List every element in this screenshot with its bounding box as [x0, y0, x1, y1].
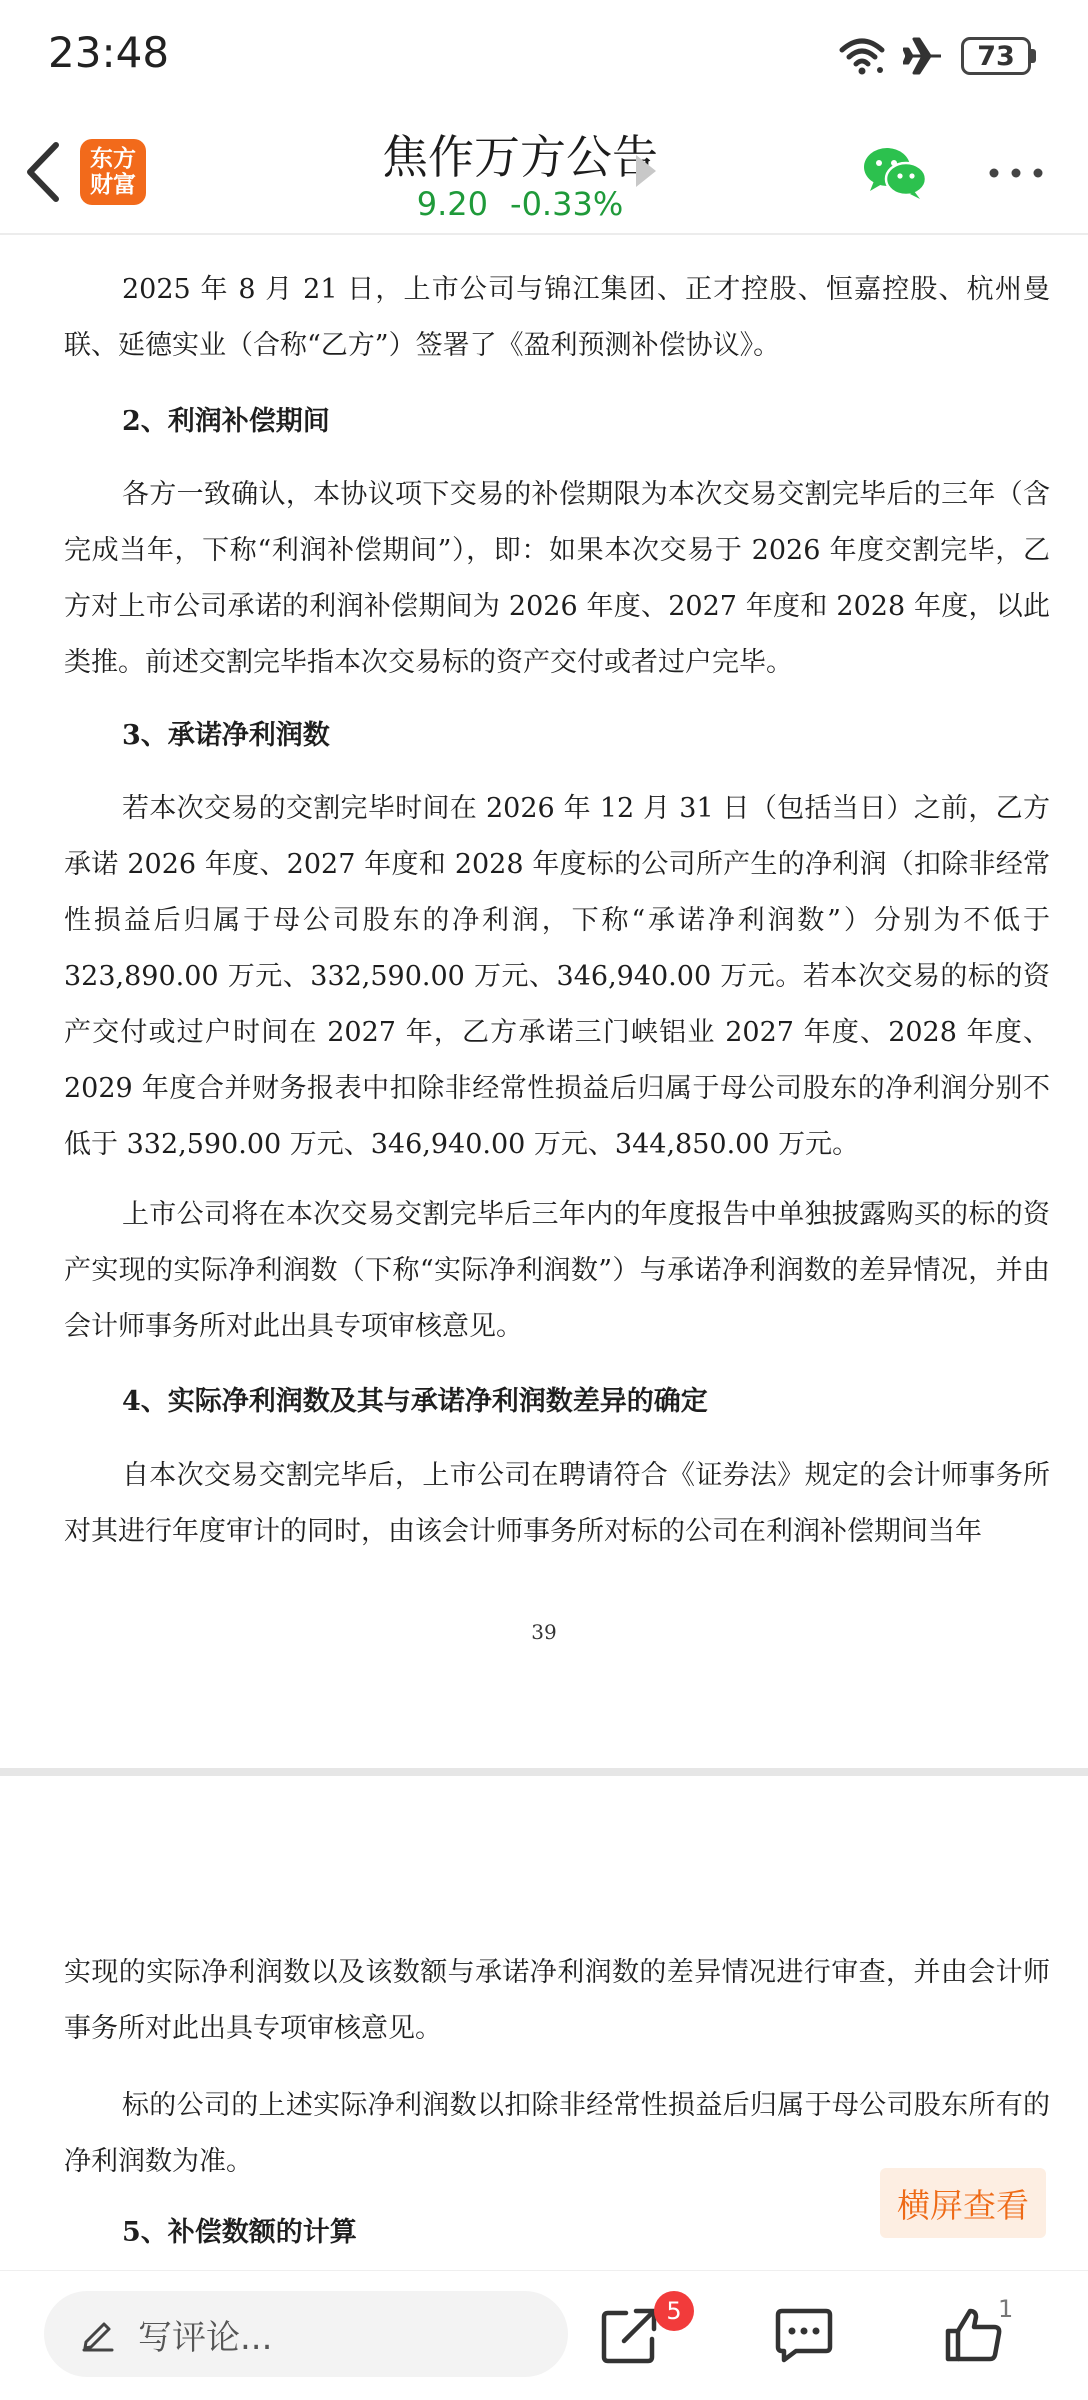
- paragraph-6: 实现的实际净利润数以及该数额与承诺净利润数的差异情况进行审查，并由会计师事务所对此出具专项审核意见。: [64, 1957, 1050, 2044]
- paragraph-1: 2025 年 8 月 21 日，上市公司与锦江集团、正才控股、恒嘉控股、杭州曼联、延德实业（合称“乙方”）签署了《盈利预测补偿协议》。: [64, 274, 1050, 361]
- heading-5: 5、补偿数额的计算: [122, 2217, 357, 2248]
- wechat-icon[interactable]: [862, 145, 928, 201]
- title-arrow-icon[interactable]: [636, 155, 656, 187]
- app-header: [0, 115, 1088, 235]
- comment-input[interactable]: [44, 2291, 568, 2377]
- like-count: 1: [998, 2295, 1014, 2323]
- heading-2: 2、利润补偿期间: [122, 406, 330, 437]
- battery-icon: [961, 37, 1036, 75]
- battery-level: 73: [961, 37, 1031, 75]
- status-bar: [0, 0, 1088, 115]
- status-time: 23:48: [48, 28, 170, 77]
- stock-change: -0.33%: [510, 185, 624, 223]
- more-icon[interactable]: [984, 157, 1048, 189]
- airplane-icon: [903, 36, 943, 76]
- share-count-badge: 5: [654, 2291, 694, 2331]
- paragraph-5: 自本次交易交割完毕后，上市公司在聘请符合《证券法》规定的会计师事务所对其进行年度审计的同时，由该会计师事务所对标的公司在利润补偿期间当年: [64, 1460, 1050, 1547]
- logo-line1: 东方: [90, 146, 136, 172]
- wifi-icon: [839, 36, 885, 76]
- page-divider: [0, 1768, 1088, 1776]
- share-icon[interactable]: [600, 2305, 660, 2365]
- paragraph-3: 若本次交易的交割完毕时间在 2026 年 12 月 31 日（包括当日）之前，乙方承诺 2026 年度、2027 年度和 2028 年度标的公司所产生的净利润（扣除非经常性损益后归属于母公司股东的净利润，下称“承诺净利润数”）分别为不低于 323,890.00 万元、332,590.00 万元、346,940.00 万元。若本次交易的标的资产交付或过户时间在 2027 年，乙方承诺三门峡铝业 2027 年度、2028 年度、2029 年度合并财务报表中扣除非经常性损益后归属于母公司股东的净利润分别不低于 332,590.00 万元、346,940.00 万元、344,850.00 万元。: [64, 793, 1050, 1160]
- heading-4: 4、实际净利润数及其与承诺净利润数差异的确定: [122, 1386, 708, 1417]
- status-icons: [839, 34, 1036, 78]
- comments-icon[interactable]: [774, 2307, 834, 2363]
- landscape-view-button[interactable]: 横屏查看: [880, 2168, 1046, 2238]
- stock-title[interactable]: 焦作万方公告: [382, 130, 658, 184]
- page-number: 39: [531, 1620, 557, 1644]
- stock-price: 9.20: [416, 185, 489, 223]
- logo-line2: 财富: [90, 172, 136, 198]
- pen-icon: [80, 2316, 116, 2352]
- paragraph-2: 各方一致确认，本协议项下交易的补偿期限为本次交易交割完毕后的三年（含完成当年，下称“利润补偿期间”），即：如果本次交易于 2026 年度交割完毕，乙方对上市公司承诺的利润补偿期间为 2026 年度、2027 年度和 2028 年度，以此类推。前述交割完毕指本次交易标的资产交付或者过户完毕。: [64, 479, 1050, 678]
- bottom-bar: [0, 2270, 1088, 2400]
- like-icon[interactable]: [944, 2305, 1004, 2365]
- paragraph-4: 上市公司将在本次交易交割完毕后三年内的年度报告中单独披露购买的标的资产实现的实际净利润数（下称“实际净利润数”）与承诺净利润数的差异情况，并由会计师事务所对此出具专项审核意见。: [64, 1199, 1050, 1342]
- paragraph-7: 标的公司的上述实际净利润数以扣除非经常性损益后归属于母公司股东所有的净利润数为准。: [64, 2090, 1050, 2177]
- heading-3: 3、承诺净利润数: [122, 720, 330, 751]
- comment-placeholder: 写评论...: [138, 2317, 273, 2358]
